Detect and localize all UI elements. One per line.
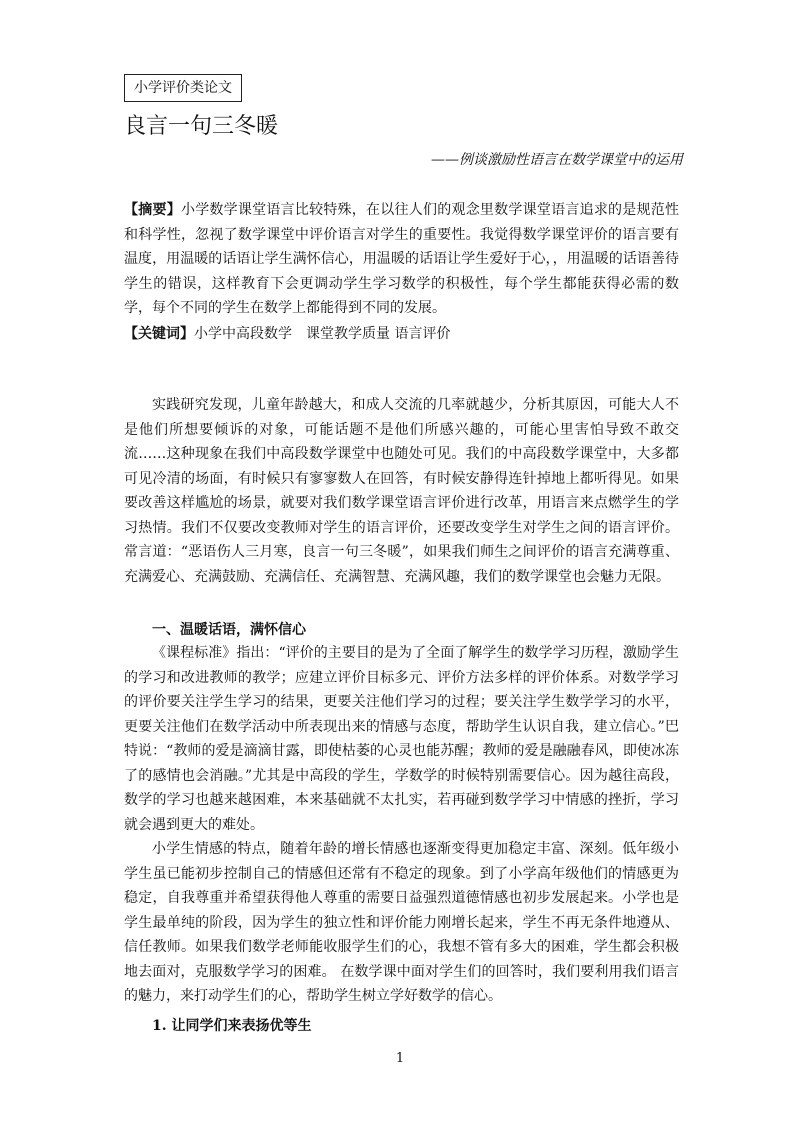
abstract-text: 小学数学课堂语言比较特殊，在以往人们的观念里数学课堂语言追求的是规范性和科学性，忽视了数学课堂中评价语言对学生的重要性。我觉得数学课堂评价的语言要有温度，用温暖的话语让学生满怀信心，用温暖的话语让学生爱好于心，，用温暖的话语善待学生的错误，这样教育下会更调动学生学习数学的积极性，每个学生都能获得必需的数学，每个不同的学生在数学上都能得到不同的发展。: [124, 202, 680, 316]
keywords-text: 小学中高段数学 课堂教学质量 语言评价: [194, 326, 451, 342]
section-paragraph: 小学生情感的特点，随着年龄的增长情感也逐渐变得更加稳定丰富、深刻。低年级小学生虽已能初步控制自己的情感但还常有不稳定的现象。到了小学高年级他们的情感更为稳定，自我尊重并希望获得他人尊重的需要日益强烈道德情感也初步发展起来。小学也是学生最单纯的阶段，因为学生的独立性和评价能力刚增长起来，学生不再无条件地遵从、信任教师。如果我们数学老师能收服学生们的心，我想不管有多大的困难，学生都会积极地去面对，克服数学学习的困难。 在数学课中面对学生们的回答时，我们要利用我们语言的魅力，来打动学生们的心，帮助学生树立学好数学的信心。: [124, 841, 679, 1004]
category-tag: 小学评价类论文: [134, 80, 232, 96]
section-body: [124, 641, 679, 1009]
keywords-block: [124, 322, 679, 347]
keywords-label: 【关键词】: [124, 326, 194, 342]
category-tag-box: [124, 74, 242, 102]
intro-paragraph: 实践研究发现，儿童年龄越大，和成人交流的几率就越少，分析其原因，可能大人不是他们所想要倾诉的对象，可能话题不是他们所感兴趣的，可能心里害怕导致不敢交流……这种现象在我们中高段数学课堂中也随处可见。我们的中高段数学课堂中，大多都可见冷清的场面，有时候只有寥寥数人在回答，有时候安静得连针掉地上都听得见。如果要改善这样尴尬的场景，就要对我们数学课堂语言评价进行改革，用语言来点燃学生的学习热情。我们不仅要改变教师对学生的语言评价，还要改变学生对学生之间的语言评价。常言道：“恶语伤人三月寒，良言一句三冬暖”，如果我们师生之间评价的语言充满尊重、充满爱心、充满鼓励、充满信任、充满智慧、充满风趣，我们的数学课堂也会魅力无限。: [124, 397, 679, 585]
section-paragraph: 《课程标准》指出：“评价的主要目的是为了全面了解学生的数学学习历程，激励学生的学习和改进教师的教学；应建立评价目标多元、评价方法多样的评价体系。对数学学习的评价要关注学生学习的结果，更要关注他们学习的过程；要关注学生数学学习的水平，更要关注他们在数学活动中所表现出来的情感与态度，帮助学生认识自我，建立信心。”巴特说：“教师的爱是滴滴甘露，即使枯萎的心灵也能苏醒；教师的爱是融融春风，即使冰冻了的感情也会消融。”尤其是中高段的学生，学数学的时候特别需要信心。因为越往高段，数学的学习也越来越困难，本来基础就不太扎实，若再碰到数学学习中情感的挫折，学习就会遇到更大的难处。: [124, 645, 679, 833]
intro-section: [124, 393, 679, 589]
subsection-heading: 1. 让同学们来表扬优等生: [152, 1018, 312, 1034]
page-number: 1: [395, 1051, 405, 1066]
section-heading: 一、温暖话语，满怀信心: [152, 622, 306, 638]
abstract-block: [124, 198, 679, 321]
page-subtitle: ——例谈激励性语言在数学课堂中的运用: [431, 152, 683, 168]
abstract-label: 【摘要】: [124, 202, 181, 218]
page-title: 良言一句三冬暖: [124, 114, 279, 139]
